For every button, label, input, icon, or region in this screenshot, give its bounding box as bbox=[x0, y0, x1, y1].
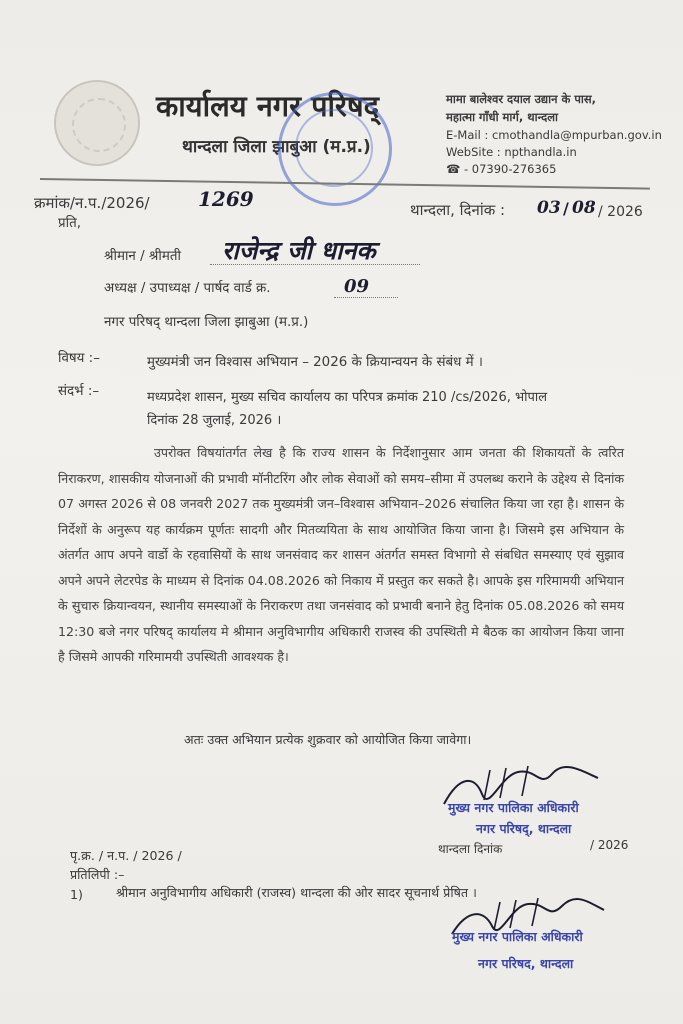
recipient-org: नगर परिषद् थान्दला जिला झाबुआ (म.प्र.) bbox=[104, 315, 309, 330]
closing-line: अतः उक्त अभियान प्रत्येक शुक्रवार को आयोजित किया जावेगा। bbox=[184, 732, 472, 747]
stamp-2-line-1: मुख्य नगर पालिका अधिकारी bbox=[452, 929, 583, 944]
website-text: WebSite : npthandla.in bbox=[446, 145, 577, 159]
salutation-label: श्रीमान / श्रीमती bbox=[104, 249, 181, 264]
office-title: कार्यालय नगर परिषद् bbox=[156, 89, 380, 123]
subject-label: विषय :– bbox=[58, 351, 100, 366]
prati-label: प्रति, bbox=[58, 216, 81, 231]
place-date-label: थान्दला, दिनांक : bbox=[410, 201, 506, 219]
reference-line-2: दिनांक 28 जुलाई, 2026 । bbox=[147, 413, 282, 428]
email-text: E-Mail : cmothandla@mpurban.gov.in bbox=[446, 128, 662, 142]
address-line-1: मामा बालेश्वर दयाल उद्यान के पास, bbox=[446, 92, 597, 106]
ref-number-label: क्रमांक/न.प./2026/ bbox=[34, 194, 150, 212]
sign-place-date-label: थान्दला दिनांक bbox=[438, 842, 503, 856]
sign-date-year: / 2026 bbox=[590, 838, 629, 852]
copy-item-number: 1) bbox=[70, 887, 83, 902]
date-year: / 2026 bbox=[598, 204, 643, 220]
copy-ref-number: पृ.क्र. / न.प. / 2026 / bbox=[70, 848, 182, 863]
recipient-name-handwritten: राजेन्द्र जी धानक bbox=[222, 236, 376, 265]
stamp-2-line-2: नगर परिषद, थान्दला bbox=[478, 956, 574, 971]
position-label: अध्यक्ष / उपाध्यक्ष / पार्षद वार्ड क्र. bbox=[104, 281, 271, 296]
date-month: 08 bbox=[572, 198, 596, 218]
name-dotted-line bbox=[210, 264, 420, 265]
subject-text: मुख्यमंत्री जन विश्वास अभियान – 2026 के क्रियान्वयन के संबंध में । bbox=[147, 355, 484, 370]
ref-number-handwritten: 1269 bbox=[198, 187, 254, 211]
office-subtitle: थान्दला जिला झाबुआ (म.प्र.) bbox=[182, 137, 371, 157]
address-line-2: महात्मा गाँधी मार्ग, थान्दला bbox=[446, 110, 559, 124]
ward-dotted-line bbox=[334, 297, 398, 298]
emblem-logo bbox=[54, 80, 140, 166]
stamp-1-line-1: मुख्य नगर पालिका अधिकारी bbox=[448, 800, 579, 815]
reference-line-1: मध्यप्रदेश शासन, मुख्य सचिव कार्यालय का परिपत्र क्रमांक 210 /cs/2026, भोपाल bbox=[147, 390, 548, 405]
copy-label: प्रतिलिपी :– bbox=[70, 867, 125, 882]
reference-label: संदर्भ :– bbox=[58, 384, 100, 399]
body-paragraph: उपरोक्त विषयांतर्गत लेख है कि राज्य शासन के निर्देशानुसार आम जनता की शिकायतों के त्वरित निराकरण, शासकीय योजनाओं की प्रभावी मॉनीटरिंग और लोक सेवाओं को समय–सीमा में उपलब्ध कराने के उद्देश्य से दिनांक 07 अगस्त 2026 से 08 जनवरी 2027 तक मुख्यमंत्री जन–विश्वास अभियान–2026 संचालित किया जा रहा है। शासन के निर्देशों के अनुरूप यह कार्यक्रम पूर्णतः सादगी और मितव्ययिता के साथ आयोजित किया जाना है। जिसमे इस अभियान के अंतर्गत आप अपने वार्डो के रहवासियों के साथ जनसंवाद कर शासन अंतर्गत समस्त विभागो से संबधित समस्याए एवं सुझाव अपने अपने लेटरपेड के माध्यम से दिनांक 04.08.2026 को निकाय में प्रस्तुत कर सकते है। आपके इस गरिमामयी अभियान के सुचारु क्रियान्वयन, स्थानीय समस्याओं के निराकरण तथा जनसंवाद को प्रभावी बनाने हेतु दिनांक 05.08.2026 को समय 12:30 बजे नगर परिषद् कार्यालय मे श्रीमान अनुविभागीय अधिकारी राजस्व की उपस्थिती मे बैठक का आयोजन किया जाना है जिसमे आपकी गरिमामयी उपस्थिती आवश्यक है। bbox=[58, 445, 624, 664]
ward-number-handwritten: 09 bbox=[344, 276, 370, 297]
stamp-1-line-2: नगर परिषद्, थान्दला bbox=[476, 821, 572, 836]
letter-page: कार्यालय नगर परिषद् थान्दला जिला झाबुआ (म.प्र.) मामा बालेश्वर दयाल उद्यान के पास, महात्मा गाँधी मार्ग, थान्दला E-Mail : cmothandla@mpurban.gov.in WebSite : npthandla.in ☎ - 07390-276365 क्रमांक/न.प./2026/ 1269 थान्दला, दिनांक : 03 / 08 / 2026 प्रति, श्रीमान / श्रीमती राजेन्द्र जी धानक अध्यक्ष / उपाध्यक्ष / पार्षद वार्ड क्र. 09 नगर परिषद् थान्दला जिला झाबुआ (म.प्र.) विषय :– मुख्यमंत्री जन विश्वास अभियान – 2026 के क्रियान्वयन के संबंध में । संदर्भ :– मध्यप्रदेश शासन, मुख्य सचिव कार्यालय का परिपत्र क्रमांक 210 /cs/2026, भोपाल दिनांक 28 जुलाई, 2026 । उपरोक्त विषयांतर्गत लेख है कि राज्य शासन के निर्देशानुसार आम जनता की शिकायतों के त्वरित निराकरण, शासकीय योजनाओं की प्रभावी मॉनीटरिंग और लोक सेवाओं को समय–सीमा में उपलब्ध कराने के उद्देश्य से दिनांक 07 अगस्त 2026 से 08 जनवरी 2027 तक मुख्यमंत्री जन–विश्वास अभियान–2026 संचालित किया जा रहा है। शासन के निर्देशों के अनुरूप यह कार्यक्रम पूर्णतः सादगी और मितव्ययिता के साथ आयोजित किया जाना है। जिसमे इस अभियान के अंतर्गत आप अपने वार्डो के रहवासियों के साथ जनसंवाद कर शासन अंतर्गत समस्त विभागो से संबधित समस्याए एवं सुझाव अपने अपने लेटरपेड के माध्यम से दिनांक 04.08.2026 को निकाय में प्रस्तुत कर सकते है। आपके इस गरिमामयी अभियान के सुचारु क्रियान्वयन, स्थानीय समस्याओं के निराकरण तथा जनसंवाद को प्रभावी बनाने हेतु दिनांक 05.08.2026 को समय 12:30 बजे नगर परिषद् कार्यालय मे श्रीमान अनुविभागीय अधिकारी राजस्व की उपस्थिती मे बैठक का आयोजन किया जाना है जिसमे आपकी गरिमामयी उपस्थिती आवश्यक है। अतः उक्त अभियान प्रत्येक शुक्रवार को आयोजित किया जावेगा। मुख्य नगर पालिका अधिकारी नगर परिषद्, थान्दला थान्दला दिनांक / 2026 पृ.क्र. / न.प. / 2026 / प्रतिलिपी :– 1) श्रीमान अनुविभागीय अधिकारी (राजस्व) थान्दला की ओर सादर सूचनार्थ प्रेषित । मुख्य नगर पालिका अधिकारी नगर परिषद, थान्दला bbox=[0, 0, 683, 1024]
phone-text: ☎ - 07390-276365 bbox=[446, 162, 557, 176]
copy-item-text: श्रीमान अनुविभागीय अधिकारी (राजस्व) थान्दला की ओर सादर सूचनार्थ प्रेषित । bbox=[116, 885, 477, 900]
office-seal-stamp bbox=[278, 92, 392, 206]
date-day: 03 bbox=[537, 198, 561, 218]
